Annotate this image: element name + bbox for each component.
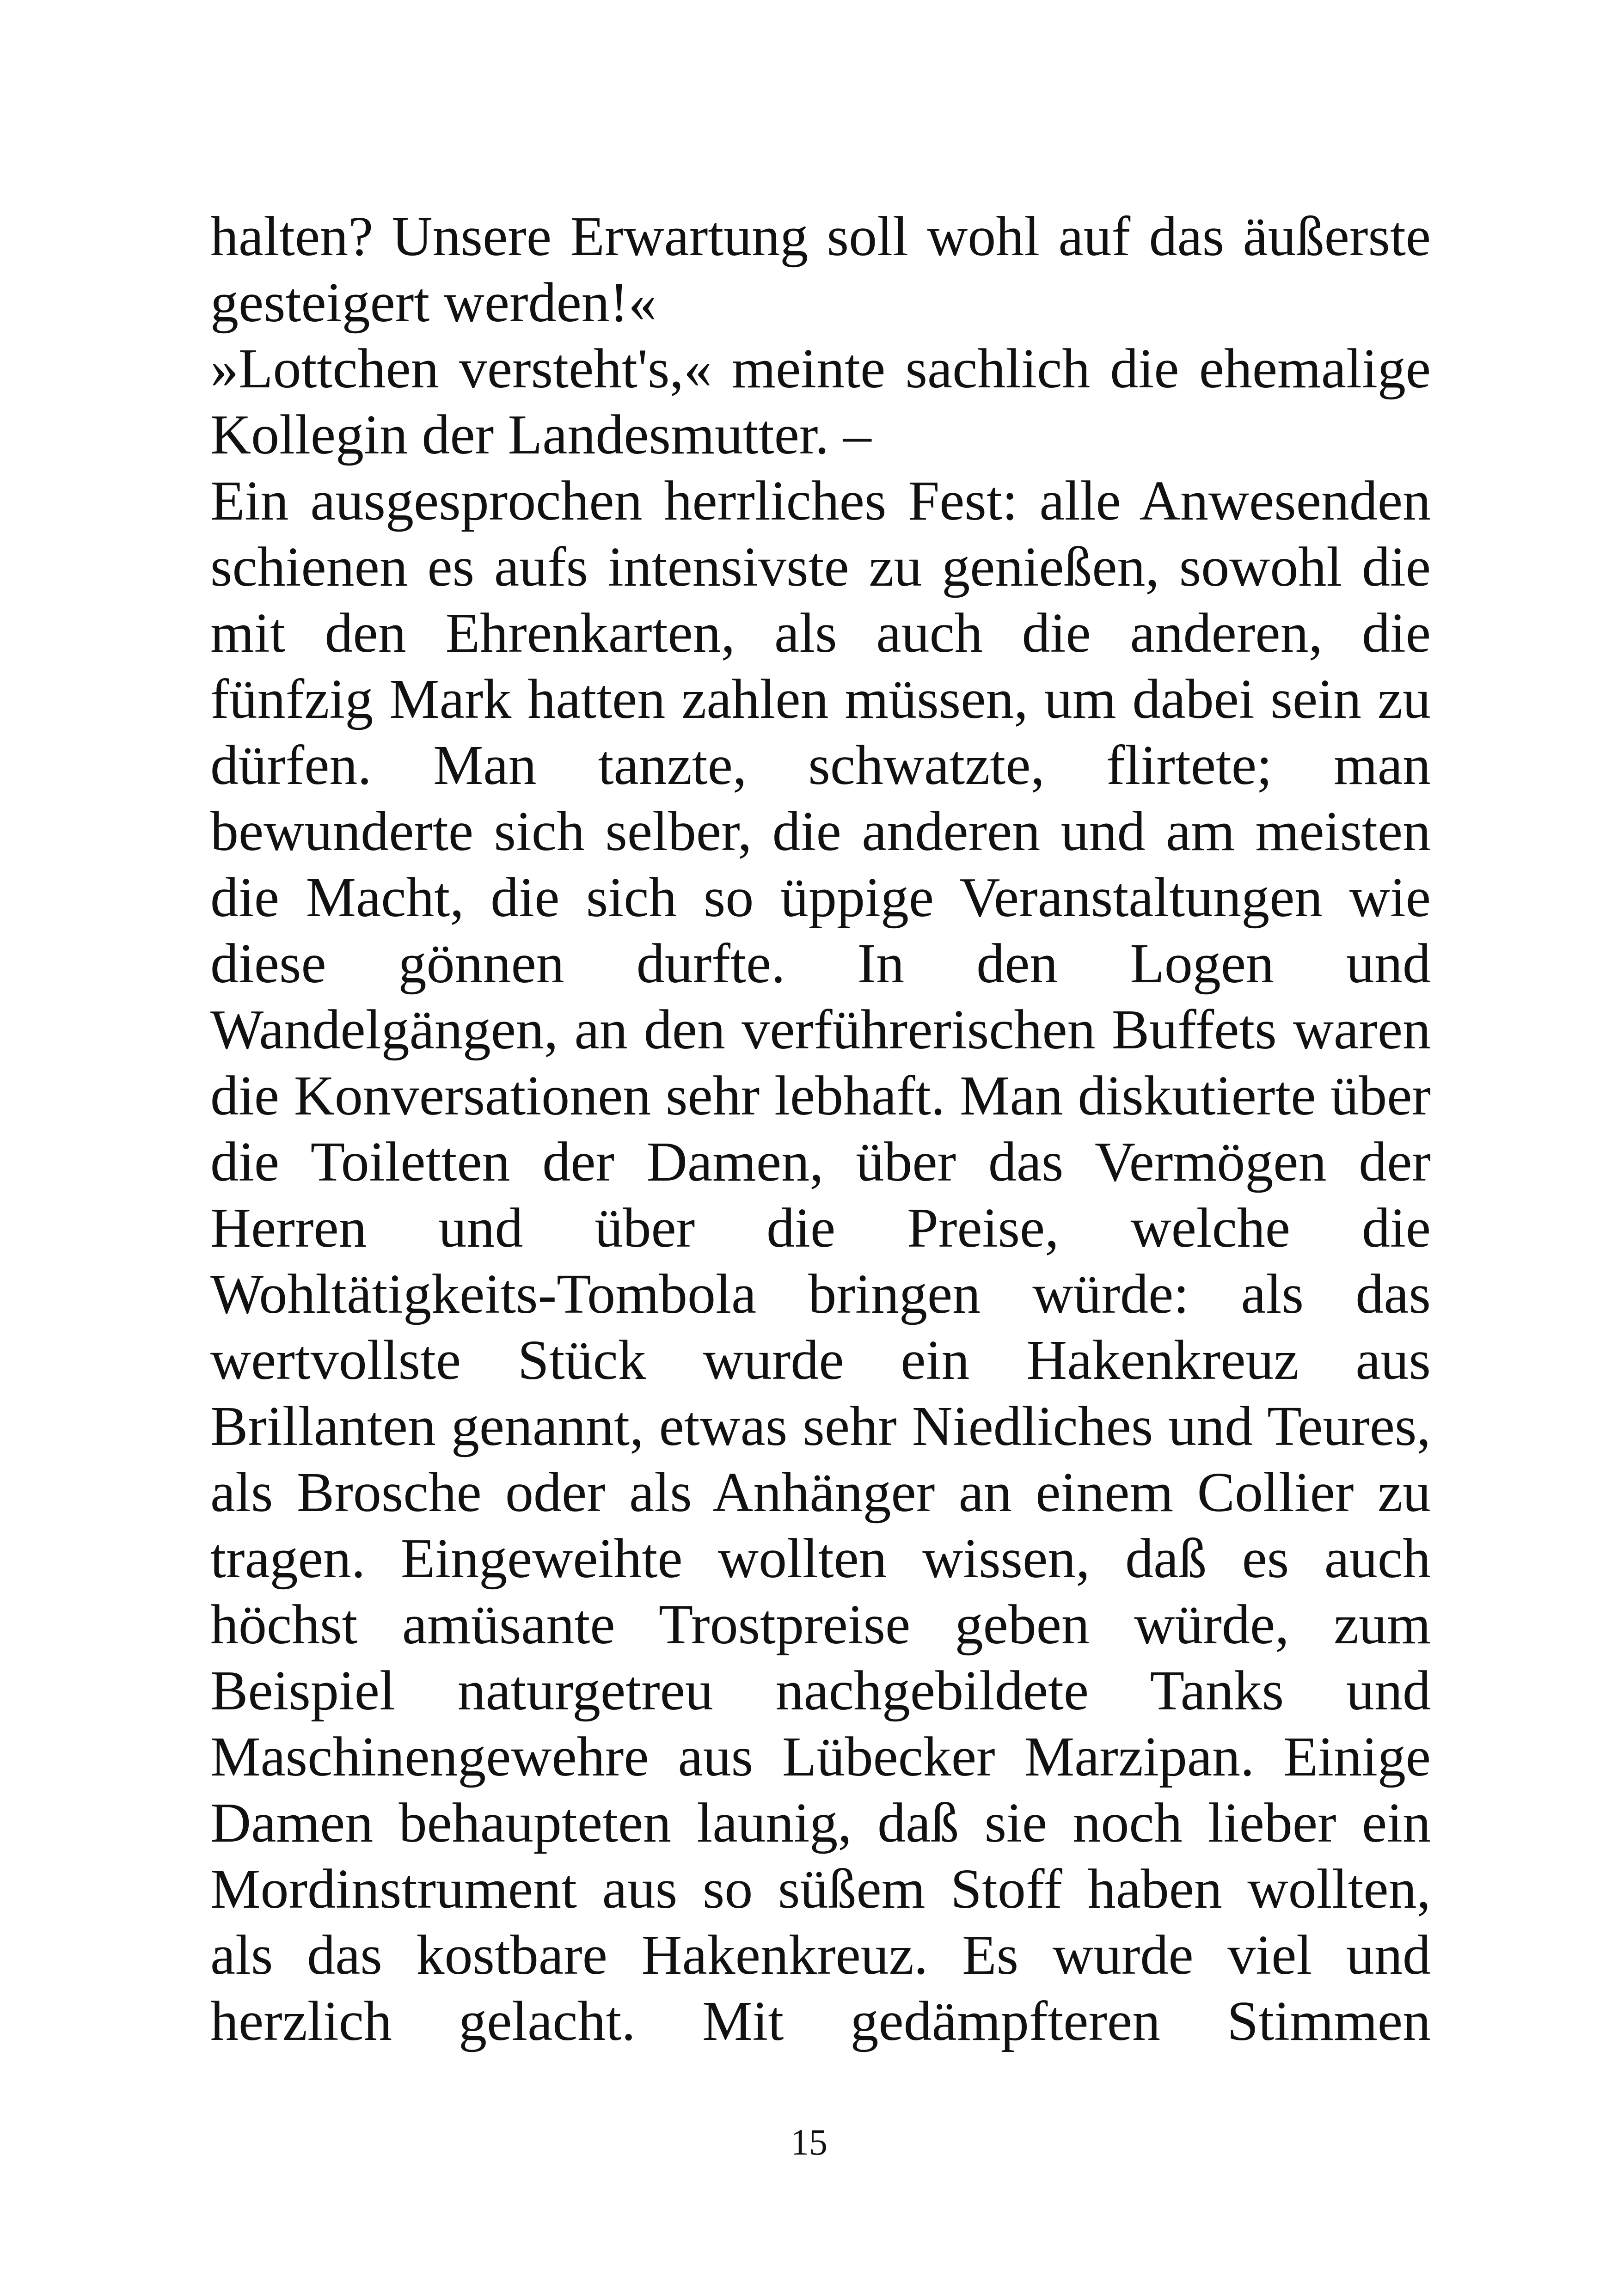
paragraph-1: halten? Unsere Erwartung soll wohl auf das äußerste gesteigert werden!« — [210, 205, 1431, 334]
body-text — [210, 203, 1431, 2054]
paragraph-2: »Lottchen versteht's,« meinte sachlich die ehemalige Kollegin der Landesmutter. – — [210, 337, 1431, 466]
paragraph-3: Ein ausgesprochen herrliches Fest: alle Anwesenden schienen es aufs intensivste zu genießen, sowohl die mit den Ehrenkarten, als auch die anderen, die fünfzig Mark hatten zahlen müssen, um dabei sein zu dürfen. Man tanzte, schwatzte, flirtete; man bewunderte sich selber, die anderen und am meisten die Macht, die sich so üppige Veranstaltungen wie diese gönnen durfte. In den Logen und Wandelgängen, an den verführerischen Buffets waren die Konversationen sehr lebhaft. Man diskutierte über die Toiletten der Damen, über das Vermögen der Herren und über die Preise, welche die Wohltätigkeits-Tombola bringen würde: als das wertvollste Stück wurde ein Hakenkreuz aus Brillanten genannt, etwas sehr Niedliches und Teures, als Brosche oder als Anhänger an einem Collier zu tragen. Eingeweihte wollten wissen, daß es auch höchst amüsante Trostpreise geben würde, zum Beispiel naturgetreu nachgebildete Tanks und Maschinengewehre aus Lübecker Marzipan. Einige Damen behaupteten launig, daß sie noch lieber ein Mordinstrument aus so süßem Stoff haben wollten, als das kostbare Hakenkreuz. Es wurde viel und herzlich gelacht. Mit gedämpfteren Stimmen — [210, 470, 1431, 2052]
page-number: 15 — [791, 2122, 827, 2163]
